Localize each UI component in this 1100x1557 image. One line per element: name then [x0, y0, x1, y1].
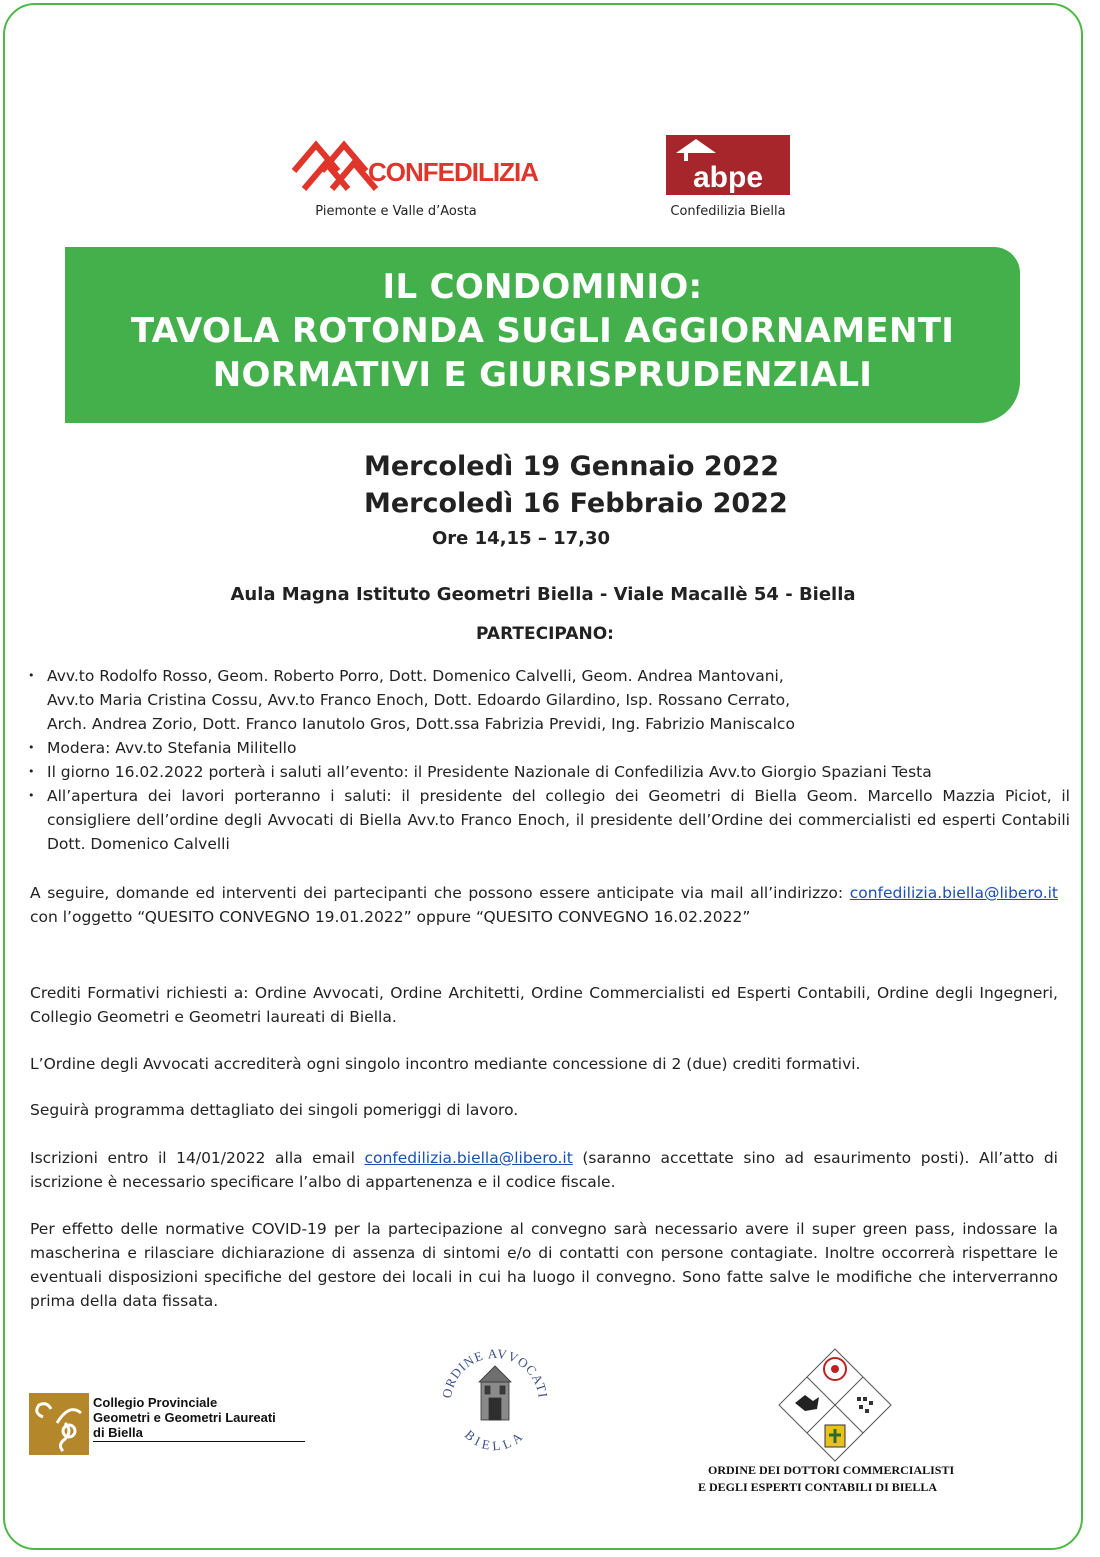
signup-text: Iscrizioni entro il 14/01/2022 alla email — [30, 1149, 365, 1167]
moderator-text: Modera: Avv.to Stefania Militello — [47, 739, 297, 757]
list-item — [28, 760, 1070, 784]
covid-paragraph: Per effetto delle normative COVID-19 per la partecipazione al convegno sarà necessario avere il super green pass, indossare la mascherina e rilasciare dichiarazione di assenza di sintomi e/o di contatti con persone contagiate. Inoltre occorrerà rispettare le eventuali disposizioni specifiche del gestore dei locali in cui ha luogo il convegno. Sono fatte salve le modifiche che interverranno prima della data fissata. — [30, 1220, 1058, 1310]
participants-list — [28, 664, 1070, 856]
collegio-line-3: di Biella — [93, 1425, 143, 1440]
commercialisti-line-1: ORDINE DEI DOTTORI COMMERCIALISTI — [708, 1463, 955, 1477]
collegio-line-1: Collegio Provinciale — [93, 1395, 218, 1410]
svg-text:BIELLA — [462, 1427, 528, 1452]
event-time: Ore 14,15 – 17,30 — [432, 528, 611, 549]
collegio-geometri-name — [93, 1395, 305, 1442]
signup-email-link[interactable]: confedilizia.biella@libero.it — [364, 1149, 573, 1167]
confedilizia-logo — [290, 131, 538, 195]
title-line-2: TAVOLA ROTONDA SUGLI AGGIORNAMENTI — [130, 311, 955, 351]
list-item — [28, 784, 1070, 856]
signup-text-after: (saranno accettate sino ad esaurimento posti). All’atto di iscrizione è necessario specificare l’albo di appartenenza e il codice fiscale. — [30, 1149, 1058, 1191]
list-item — [28, 736, 1070, 760]
title-line-1: IL CONDOMINIO: — [382, 267, 703, 307]
participants-heading: PARTECIPANO: — [476, 624, 614, 644]
apbe-logo — [666, 135, 790, 195]
questions-text: A seguire, domande ed interventi dei partecipanti che possono essere anticipate via mail all’indirizzo: — [30, 884, 844, 902]
list-item — [28, 664, 1070, 736]
confedilizia-caption: Piemonte e Valle d’Aosta — [315, 204, 477, 219]
commercialisti-line-2: E DEGLI ESPERTI CONTABILI DI BIELLA — [698, 1480, 938, 1494]
collegio-geometri-logo — [29, 1393, 89, 1455]
signup-paragraph — [30, 1146, 1058, 1194]
svg-text:abpe: abpe — [692, 161, 764, 194]
participants-line-3: Arch. Andrea Zorio, Dott. Franco Ianutolo Gros, Dott.ssa Fabrizia Previdi, Ing. Fabrizio Maniscalco — [47, 715, 795, 733]
svg-text:CONFEDILIZIA: CONFEDILIZIA — [368, 157, 538, 187]
questions-paragraph — [30, 881, 1058, 929]
collegio-geometri-mark-icon — [29, 1393, 89, 1455]
opening-text: All’apertura dei lavori porteranno i saluti: il presidente del collegio dei Geometri di Biella Geom. Marcello Mazzia Piciot, il consigliere dell’ordine degli Avvocati di Biella Avv.to Franco Enoch, il presidente dell’Ordine dei commercialisti ed esperti Contabili Dott. Domenico Calvelli — [47, 787, 1070, 853]
participants-line-1: • Avv.to Rodolfo Rosso, Geom. Roberto Porro, Dott. Domenico Calvelli, Geom. Andrea Mantovani, — [47, 667, 784, 685]
ordine-commercialisti-name — [680, 1462, 1040, 1496]
event-date-2: Mercoledì 16 Febbraio 2022 — [364, 488, 788, 519]
greeting-text: Il giorno 16.02.2022 porterà i saluti all’evento: il Presidente Nazionale di Confedilizia Avv.to Giorgio Spaziani Testa — [47, 763, 932, 781]
participants-line-2: Avv.to Maria Cristina Cossu, Avv.to Franco Enoch, Dott. Edoardo Gilardino, Isp. Rossano Cerrato, — [47, 691, 791, 709]
email-link[interactable]: confedilizia.biella@libero.it — [849, 884, 1058, 902]
program-paragraph: Seguirà programma dettagliato dei singoli pomeriggi di lavoro. — [30, 1101, 519, 1119]
ordine-avvocati-logo — [435, 1340, 555, 1452]
questions-subject-text: con l’oggetto “QUESITO CONVEGNO 19.01.2022” oppure “QUESITO CONVEGNO 16.02.2022” — [30, 908, 751, 926]
title-line-3: NORMATIVI E GIURISPRUDENZIALI — [212, 355, 873, 395]
title-banner — [65, 247, 1020, 423]
apbe-caption: Confedilizia Biella — [670, 204, 786, 219]
credits-paragraph: Crediti Formativi richiesti a: Ordine Avvocati, Ordine Architetti, Ordine Commercialisti ed Esperti Contabili, Ordine degli Ingegneri, Collegio Geometri e Geometri laureati di Biella. — [30, 984, 1058, 1026]
event-date-1: Mercoledì 19 Gennaio 2022 — [364, 451, 780, 482]
avvocati-credits-paragraph: L’Ordine degli Avvocati accrediterà ogni singolo incontro mediante concessione di 2 (due) crediti formativi. — [30, 1055, 861, 1073]
avvocati-arc-top-text: ORDINE AVVOCATI — [439, 1345, 551, 1400]
event-venue: Aula Magna Istituto Geometri Biella - Viale Macallè 54 - Biella — [230, 584, 856, 605]
collegio-line-2: Geometri e Geometri Laureati — [93, 1410, 276, 1425]
ordine-commercialisti-logo — [775, 1345, 895, 1465]
avvocati-arc-bottom-text: BIELLA — [461, 1426, 529, 1452]
